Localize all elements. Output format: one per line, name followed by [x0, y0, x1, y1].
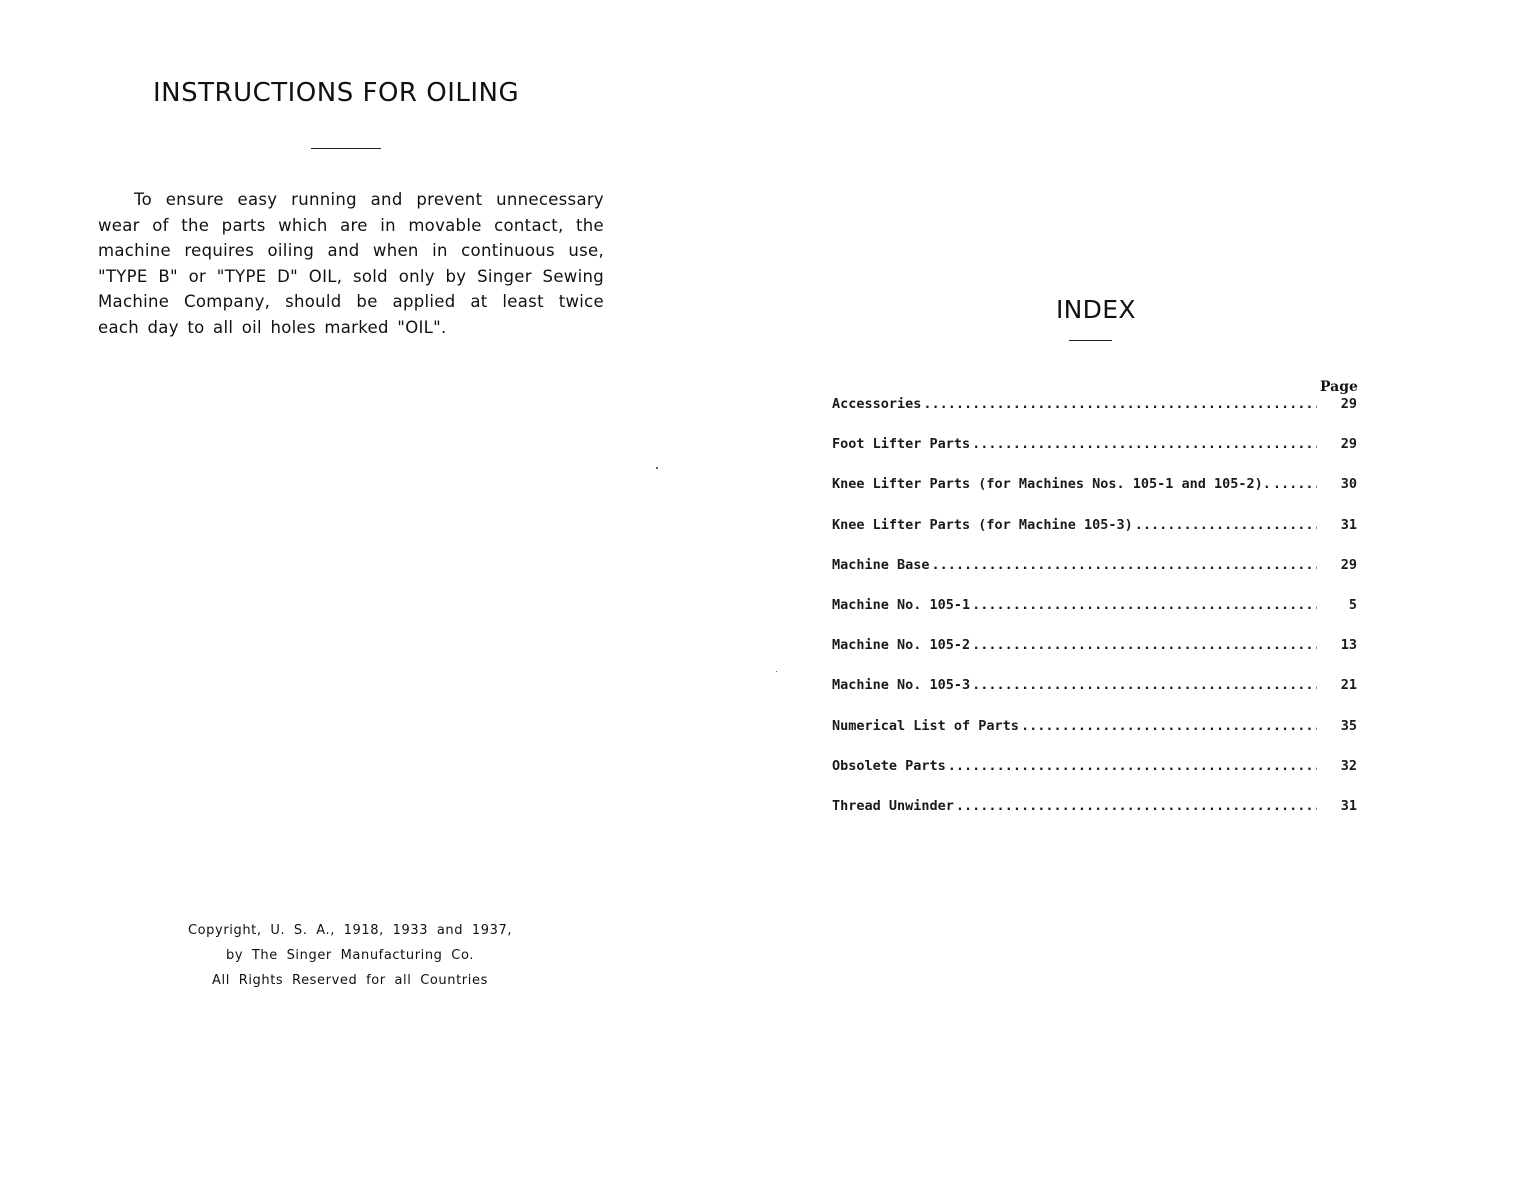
dot-leader: [1273, 476, 1317, 492]
index-heading: INDEX: [1056, 295, 1136, 324]
page-column-header: Page: [1320, 379, 1358, 395]
dot-leader: [972, 677, 1317, 693]
index-entry-page: 31: [1340, 516, 1357, 533]
heading-rule: [1069, 340, 1112, 341]
index-entry-title: Knee Lifter Parts (for Machines Nos. 105-1 and 105-2).: [832, 476, 1271, 493]
index-entry: [832, 637, 1357, 677]
oiling-instructions-paragraph: To ensure easy running and prevent unnecessary wear of the parts which are in movable contact, the machine requires oiling and when in continuous use, "TYPE B" or "TYPE D" OIL, sold only by Singer Sewing Machine Company, should be applied at least twice each day to all oil holes marked "OIL".: [98, 190, 604, 337]
index-entry: [832, 476, 1357, 516]
dot-leader: [923, 396, 1317, 412]
copyright-notice: [150, 918, 550, 993]
dot-leader: [1021, 718, 1317, 734]
index-entry-title: Machine No. 105-1: [832, 596, 971, 613]
print-speck: [656, 467, 658, 469]
index-entry-title: Thread Unwinder: [832, 797, 954, 814]
index-entry: [832, 798, 1357, 838]
dot-leader: [972, 436, 1317, 452]
index-entry-page: 35: [1340, 717, 1357, 734]
dot-leader: [1135, 517, 1317, 533]
index-entry: [832, 718, 1357, 758]
index-entry: [832, 557, 1357, 597]
dot-leader: [972, 637, 1317, 653]
heading-rule: [311, 148, 381, 149]
oiling-heading: INSTRUCTIONS FOR OILING: [153, 78, 520, 108]
index-entry-title: Accessories: [832, 396, 922, 412]
left-page: [0, 0, 700, 1184]
index-entry-page: 31: [1340, 797, 1357, 814]
index-entry-page: 21: [1340, 677, 1357, 694]
index-entry: [832, 396, 1357, 436]
index-entry-page: 13: [1340, 637, 1357, 654]
index-entry-page: 32: [1340, 757, 1357, 774]
index-entry: [832, 597, 1357, 637]
index-entry-title: Machine No. 105-2: [832, 637, 971, 654]
index-entry-title: Numerical List of Parts: [832, 717, 1019, 734]
index-entry-title: Machine Base: [832, 556, 930, 573]
index-entry-page: 29: [1340, 396, 1357, 412]
index-entry: [832, 677, 1357, 717]
dot-leader: [972, 597, 1317, 613]
copyright-line: All Rights Reserved for all Countries: [212, 973, 488, 988]
print-speck: [776, 671, 777, 672]
index-entry: [832, 517, 1357, 557]
index-list: [832, 396, 1357, 838]
copyright-line: Copyright, U. S. A., 1918, 1933 and 1937,: [187, 923, 513, 938]
dot-leader: [948, 758, 1317, 774]
dot-leader: [956, 798, 1317, 814]
index-entry: [832, 758, 1357, 798]
index-entry-title: Foot Lifter Parts: [832, 436, 971, 453]
index-entry-title: Knee Lifter Parts (for Machine 105-3): [832, 516, 1133, 533]
index-entry-title: Machine No. 105-3: [832, 677, 971, 694]
copyright-line: by The Singer Manufacturing Co.: [225, 948, 475, 963]
right-page: [760, 0, 1515, 1184]
index-entry-page: 5: [1348, 596, 1357, 613]
dot-leader: [932, 557, 1317, 573]
index-entry-title: Obsolete Parts: [832, 757, 946, 774]
index-entry-page: 29: [1340, 556, 1357, 573]
index-entry-page: 30: [1340, 476, 1357, 493]
index-entry: [832, 436, 1357, 476]
index-entry-page: 29: [1340, 436, 1357, 453]
